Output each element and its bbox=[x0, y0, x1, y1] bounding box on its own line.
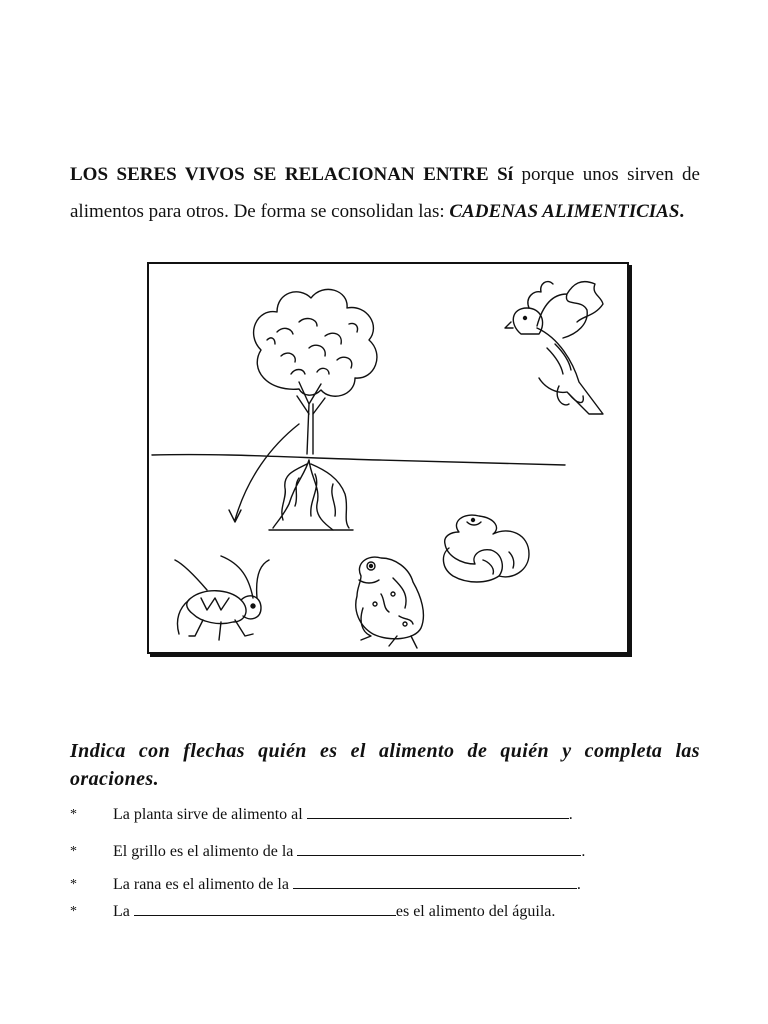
sentence-text: La bbox=[113, 903, 134, 920]
intro-period: . bbox=[679, 201, 685, 222]
exercise-instruction: Indica con flechas quién es el alimento de quién y completa las oraciones. bbox=[70, 740, 700, 790]
intro-keyword: CADENAS ALIMENTICIAS bbox=[449, 201, 680, 222]
intro-text: porque unos sirven de alimentos para otros. De forma se consolidan las: bbox=[70, 164, 700, 222]
sentence-end: . bbox=[576, 876, 581, 893]
bullet: * bbox=[70, 904, 77, 919]
roots-icon bbox=[269, 460, 353, 530]
ground-line bbox=[152, 455, 565, 465]
snake-icon bbox=[443, 515, 529, 582]
answer-blank[interactable] bbox=[307, 804, 569, 819]
food-chain-illustration bbox=[147, 262, 629, 654]
tree-icon bbox=[254, 289, 377, 454]
answer-blank[interactable] bbox=[297, 841, 581, 856]
sentence-end: . bbox=[568, 806, 573, 823]
bullet: * bbox=[70, 844, 77, 859]
sentence-text: La planta sirve de alimento al bbox=[113, 806, 307, 823]
eagle-icon bbox=[505, 282, 603, 414]
grasshopper-icon bbox=[175, 556, 269, 640]
intro-heading: LOS SERES VIVOS SE RELACIONAN ENTRE Sí bbox=[70, 164, 514, 185]
sentence-text: El grillo es el alimento de la bbox=[113, 843, 298, 860]
sentence-end: . bbox=[581, 843, 586, 860]
intro-paragraph bbox=[70, 156, 700, 230]
arrow-icon bbox=[229, 424, 299, 522]
bullet: * bbox=[70, 877, 77, 892]
bullet: * bbox=[70, 807, 77, 822]
sentence-end: es el alimento del águila. bbox=[395, 903, 556, 920]
answer-blank[interactable] bbox=[134, 901, 396, 916]
answer-blank[interactable] bbox=[293, 874, 577, 889]
frog-icon bbox=[356, 557, 424, 648]
sentence-text: La rana es el alimento de la bbox=[113, 876, 293, 893]
